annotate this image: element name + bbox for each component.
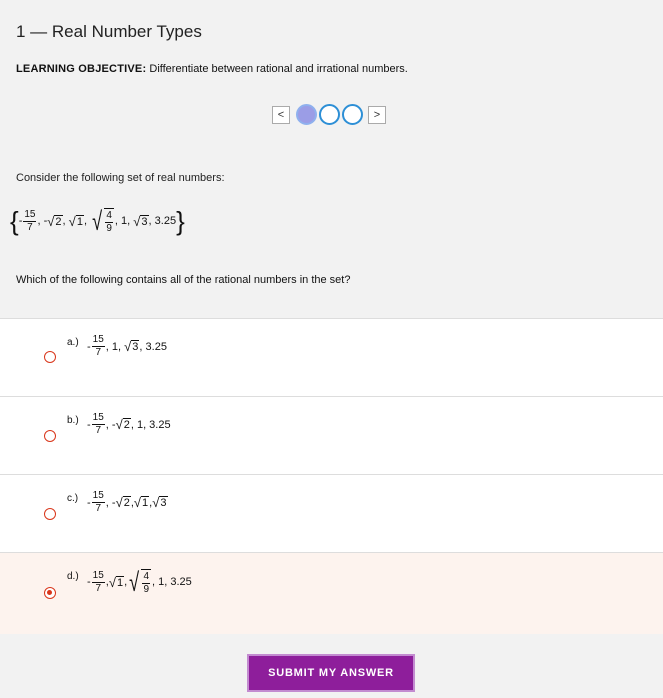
question-dot-2[interactable] — [319, 104, 340, 125]
option-b-minus: - — [87, 418, 91, 431]
option-a-den: 7 — [95, 347, 102, 358]
option-c-radio[interactable] — [44, 508, 56, 520]
question-pager — [272, 104, 386, 125]
option-c-text-b: , — [130, 496, 134, 509]
option-d-math — [87, 569, 192, 595]
submit-answer-button[interactable]: SUBMIT MY ANSWER — [247, 654, 415, 692]
set-sqrt-3-arg: 3 — [141, 215, 148, 228]
set-tail: , 3.25 — [148, 215, 177, 227]
option-d-sqrt: √ 1 — [108, 574, 124, 590]
option-b-text-b: , 1, 3.25 — [130, 418, 171, 431]
option-d-big-sqrt: √ $\frac{4}{9}$ — [129, 567, 150, 597]
option-c-label: c.) — [67, 493, 79, 504]
next-question-button[interactable]: > — [368, 106, 386, 124]
number-set — [10, 208, 185, 234]
question-dot-1[interactable] — [296, 104, 317, 125]
option-a-text-a: , 1, — [105, 340, 122, 353]
set-fraction-den: 7 — [27, 221, 33, 233]
option-d-radio[interactable] — [44, 587, 56, 599]
option-a-label: a.) — [67, 337, 79, 348]
answer-option-a[interactable] — [0, 318, 663, 396]
option-d-text-c: , 1, 3.25 — [152, 576, 192, 588]
option-c-den: 7 — [95, 503, 102, 514]
set-big-den: 9 — [106, 223, 112, 234]
option-a-radio[interactable] — [44, 351, 56, 363]
question-text: Which of the following contains all of the rational numbers in the set? — [16, 274, 351, 286]
option-b-sqrt-arg: 2 — [123, 419, 130, 431]
option-b-fraction — [92, 413, 105, 436]
option-c-text-c: , — [149, 496, 153, 509]
set-sqrt-1: √ 1 — [68, 213, 83, 229]
set-close-brace: } — [176, 206, 185, 236]
answer-option-d[interactable] — [0, 552, 663, 634]
option-a-sqrt: √ 3 — [124, 339, 139, 354]
option-a-sqrt-arg: 3 — [132, 341, 139, 353]
option-c-fraction — [92, 491, 105, 514]
set-neg: - — [43, 215, 48, 227]
option-d-minus: - — [87, 576, 91, 588]
prev-question-button[interactable]: < — [272, 106, 290, 124]
option-b-math — [87, 413, 171, 436]
set-sep-2: , — [62, 215, 66, 227]
option-b-text-a: , - — [105, 418, 116, 431]
option-c-sqrt-b-arg: 1 — [142, 497, 149, 509]
option-c-sqrt-c: √ 3 — [152, 495, 167, 510]
set-open-brace: { — [10, 206, 19, 236]
option-c-text-a: , - — [105, 496, 116, 509]
set-sep-1: , — [37, 215, 41, 227]
answer-option-b[interactable] — [0, 396, 663, 474]
option-d-big-num: 4 — [143, 571, 150, 582]
option-b-den: 7 — [95, 425, 102, 436]
option-c-math — [87, 491, 168, 514]
option-a-math — [87, 335, 167, 358]
option-a-minus: - — [87, 340, 91, 353]
learning-objective — [16, 63, 408, 75]
option-b-label: b.) — [67, 415, 79, 426]
set-sqrt-2-arg: 2 — [55, 215, 62, 228]
option-d-text-b: , — [124, 576, 128, 588]
option-c-sqrt-a: √ 2 — [115, 495, 130, 510]
option-a-fraction — [92, 335, 105, 358]
option-c-sqrt-b: √ 1 — [133, 495, 149, 510]
option-b-radio[interactable] — [44, 430, 56, 442]
set-fraction — [23, 210, 36, 233]
objective-text: Differentiate between rational and irrational numbers. — [149, 63, 408, 75]
set-sqrt-3: √ 3 — [133, 213, 148, 229]
option-d-label: d.) — [67, 571, 79, 582]
option-c-sqrt-a-arg: 2 — [123, 497, 130, 509]
set-minus: - — [18, 215, 23, 227]
option-d-den: 7 — [95, 582, 102, 594]
option-c-minus: - — [87, 496, 91, 509]
option-d-sqrt-arg: 1 — [117, 576, 124, 589]
option-d-text-a: , — [105, 576, 109, 588]
set-sep-3: , — [83, 215, 87, 227]
option-d-big-den: 9 — [143, 584, 150, 595]
question-prompt: Consider the following set of real numbers: — [16, 172, 225, 184]
question-dot-3[interactable] — [342, 104, 363, 125]
answer-option-c[interactable] — [0, 474, 663, 552]
set-sqrt-1-arg: 1 — [76, 215, 83, 228]
option-a-text-b: , 3.25 — [139, 340, 167, 353]
set-big-num: 4 — [106, 210, 112, 221]
objective-label: LEARNING OBJECTIVE: — [16, 63, 147, 75]
set-fraction-num: 15 — [24, 208, 36, 220]
option-c-sqrt-c-arg: 3 — [160, 497, 167, 509]
page-title: 1 — Real Number Types — [16, 22, 202, 41]
option-a-num: 15 — [92, 334, 104, 345]
set-big-sqrt: √ $\frac{4}{9}$ — [92, 206, 112, 236]
option-d-fraction — [92, 571, 105, 594]
option-b-sqrt: √ 2 — [115, 417, 130, 432]
option-c-num: 15 — [92, 490, 104, 501]
option-b-num: 15 — [92, 412, 104, 423]
option-d-num: 15 — [92, 569, 104, 581]
set-one: 1, — [121, 215, 131, 227]
set-sep-4: , — [114, 215, 118, 227]
set-sqrt-2: √ 2 — [47, 213, 62, 229]
